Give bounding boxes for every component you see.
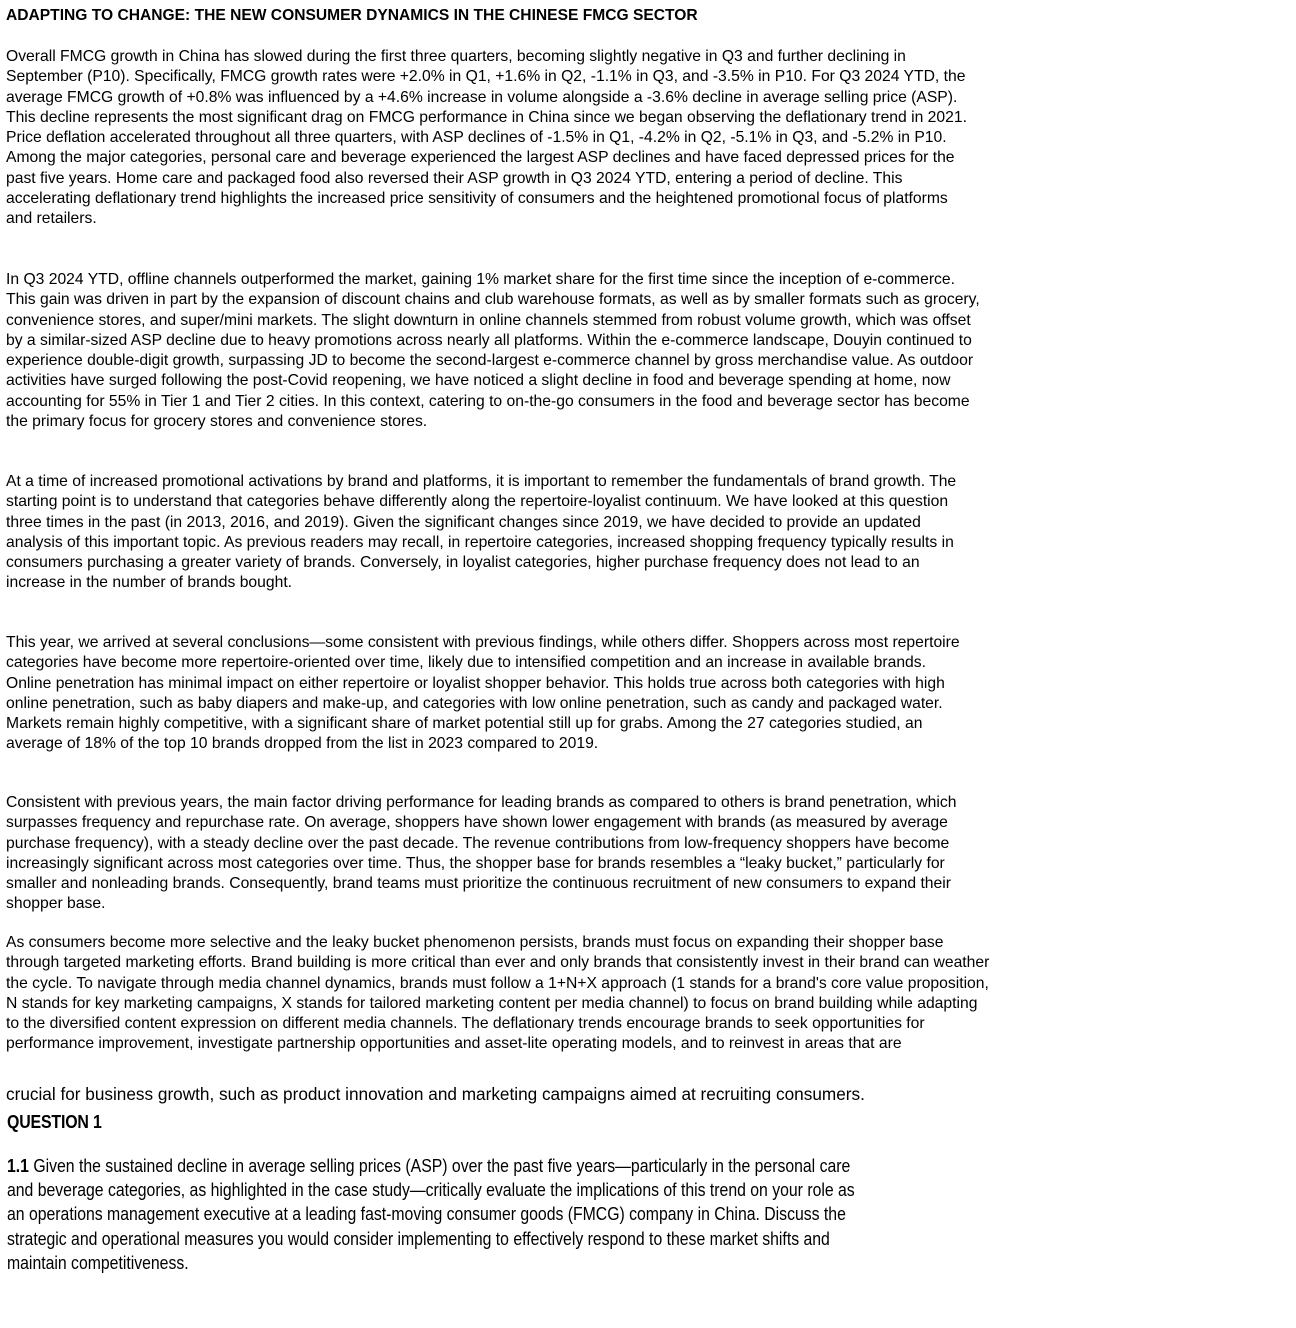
question-heading: QUESTION 1 (7, 1111, 102, 1132)
paragraph-penetration: Consistent with previous years, the main factor driving performance for leading brands as compared to others is brand penetration, which surpasses frequency and repurchase rate. On average, shoppers have shown lower engagement with brands (as measured by average purchase frequency), with a steady decline over the past decade. The revenue contributions from low-frequency shoppers have become increasingly significant across most categories over time. Thus, the shopper base for brands resembles a “leaky bucket,” particularly for smaller and nonleading brands. Consequently, brand teams must prioritize the continuous recruitment of new consumers to expand their shopper base. (6, 794, 957, 913)
paragraph-brand-building: As consumers become more selective and the leaky bucket phenomenon persists, brands must focus on expanding their shopper base through targeted marketing efforts. Brand building is more critical than ever and only brands that consistently invest in their brand can weather the cycle. To navigate through media channel dynamics, brands must follow a 1+N+X approach (1 stands for a brand's core value proposition, N stands for key marketing campaigns, X stands for tailored marketing content per media channel) to focus on brand building while adapting to the diversified content expression on different media channels. The deflationary trends encourage brands to seek opportunities for performance improvement, investigate partnership opportunities and asset-lite operating models, and to reinvest in areas that are (6, 934, 990, 1053)
paragraph-conclusions: This year, we arrived at several conclusions—some consistent with previous findings, while others differ. Shoppers across most repertoire categories have become more repertoire-oriented over time, likely due to intensified competition and an increase in available brands. Online penetration has minimal impact on either repertoire or loyalist shopper behavior. This holds true across both categories with high online penetration, such as baby diapers and make-up, and categories with low online penetration, such as candy and packaged water. Markets remain highly competitive, with a significant share of market potential still up for grabs. Among the 27 categories studied, an average of 18% of the top 10 brands dropped from the list in 2023 compared to 2019. (6, 634, 960, 753)
paragraph-brand-growth: At a time of increased promotional activations by brand and platforms, it is important to remember the fundamentals of brand growth. The starting point is to understand that categories behave differently along the repertoire-loyalist continuum. We have looked at this question three times in the past (in 2013, 2016, and 2019). Given the significant changes since 2019, we have decided to provide an updated analysis of this important topic. As previous readers may recall, in repertoire categories, increased shopping frequency typically results in consumers purchasing a greater variety of brands. Conversely, in loyalist categories, higher purchase frequency does not lead to an increase in the number of brands bought. (6, 473, 957, 592)
question-text: Given the sustained decline in average selling prices (ASP) over the past five years—particularly in the personal care and beverage categories, as highlighted in the case study—critically evaluate the implications of this trend on your role as an operations management executive at a leading fast-moving consumer goods (FMCG) company in China. Discuss the strategic and operational measures you would consider implementing to effectively respond to these market shifts and maintain competitiveness. (7, 1156, 855, 1273)
paragraph-channels: In Q3 2024 YTD, offline channels outperformed the market, gaining 1% market share for the first time since the inception of e-commerce. This gain was driven in part by the expansion of discount chains and club warehouse formats, as well as by smaller formats such as grocery, convenience stores, and super/mini markets. The slight downturn in online channels stemmed from robust volume growth, which was offset by a similar-sized ASP decline due to heavy promotions across nearly all platforms. Within the e-commerce landscape, Douyin continued to experience double-digit growth, surpassing JD to become the second-largest e-commerce channel by gross merchandise value. As outdoor activities have surged following the post-Covid reopening, we have noticed a slight decline in food and beverage spending at home, now accounting for 55% in Tier 1 and Tier 2 cities. In this context, catering to on-the-go consumers in the food and beverage sector has become the primary focus for grocery stores and convenience stores. (6, 271, 980, 431)
question-number: 1.1 (7, 1156, 29, 1176)
question-body (7, 1154, 875, 1275)
paragraph-growth-overview: Overall FMCG growth in China has slowed during the first three quarters, becoming slightly negative in Q3 and further declining in September (P10). Specifically, FMCG growth rates were +2.0% in Q1, +1.6% in Q2, -1.1% in Q3, and -3.5% in P10. For Q3 2024 YTD, the average FMCG growth of +0.8% was influenced by a +4.6% increase in volume alongside a -3.6% decline in average selling price (ASP). This decline represents the most significant drag on FMCG performance in China since we began observing the deflationary trend in 2021. Price deflation accelerated throughout all three quarters, with ASP declines of -1.5% in Q1, -4.2% in Q2, -5.1% in Q3, and -5.2% in P10. Among the major categories, personal care and beverage experienced the largest ASP declines and have faced depressed prices for the past five years. Home care and packaged food also reversed their ASP growth in Q3 2024 YTD, entering a period of decline. This accelerating deflationary trend highlights the increased price sensitivity of consumers and the heightened promotional focus of platforms and retailers. (6, 48, 967, 228)
document-title: ADAPTING TO CHANGE: THE NEW CONSUMER DYNAMICS IN THE CHINESE FMCG SECTOR (6, 7, 698, 24)
paragraph-brand-building-last-line: crucial for business growth, such as product innovation and marketing campaigns aimed at recruiting consumers. (6, 1084, 865, 1104)
